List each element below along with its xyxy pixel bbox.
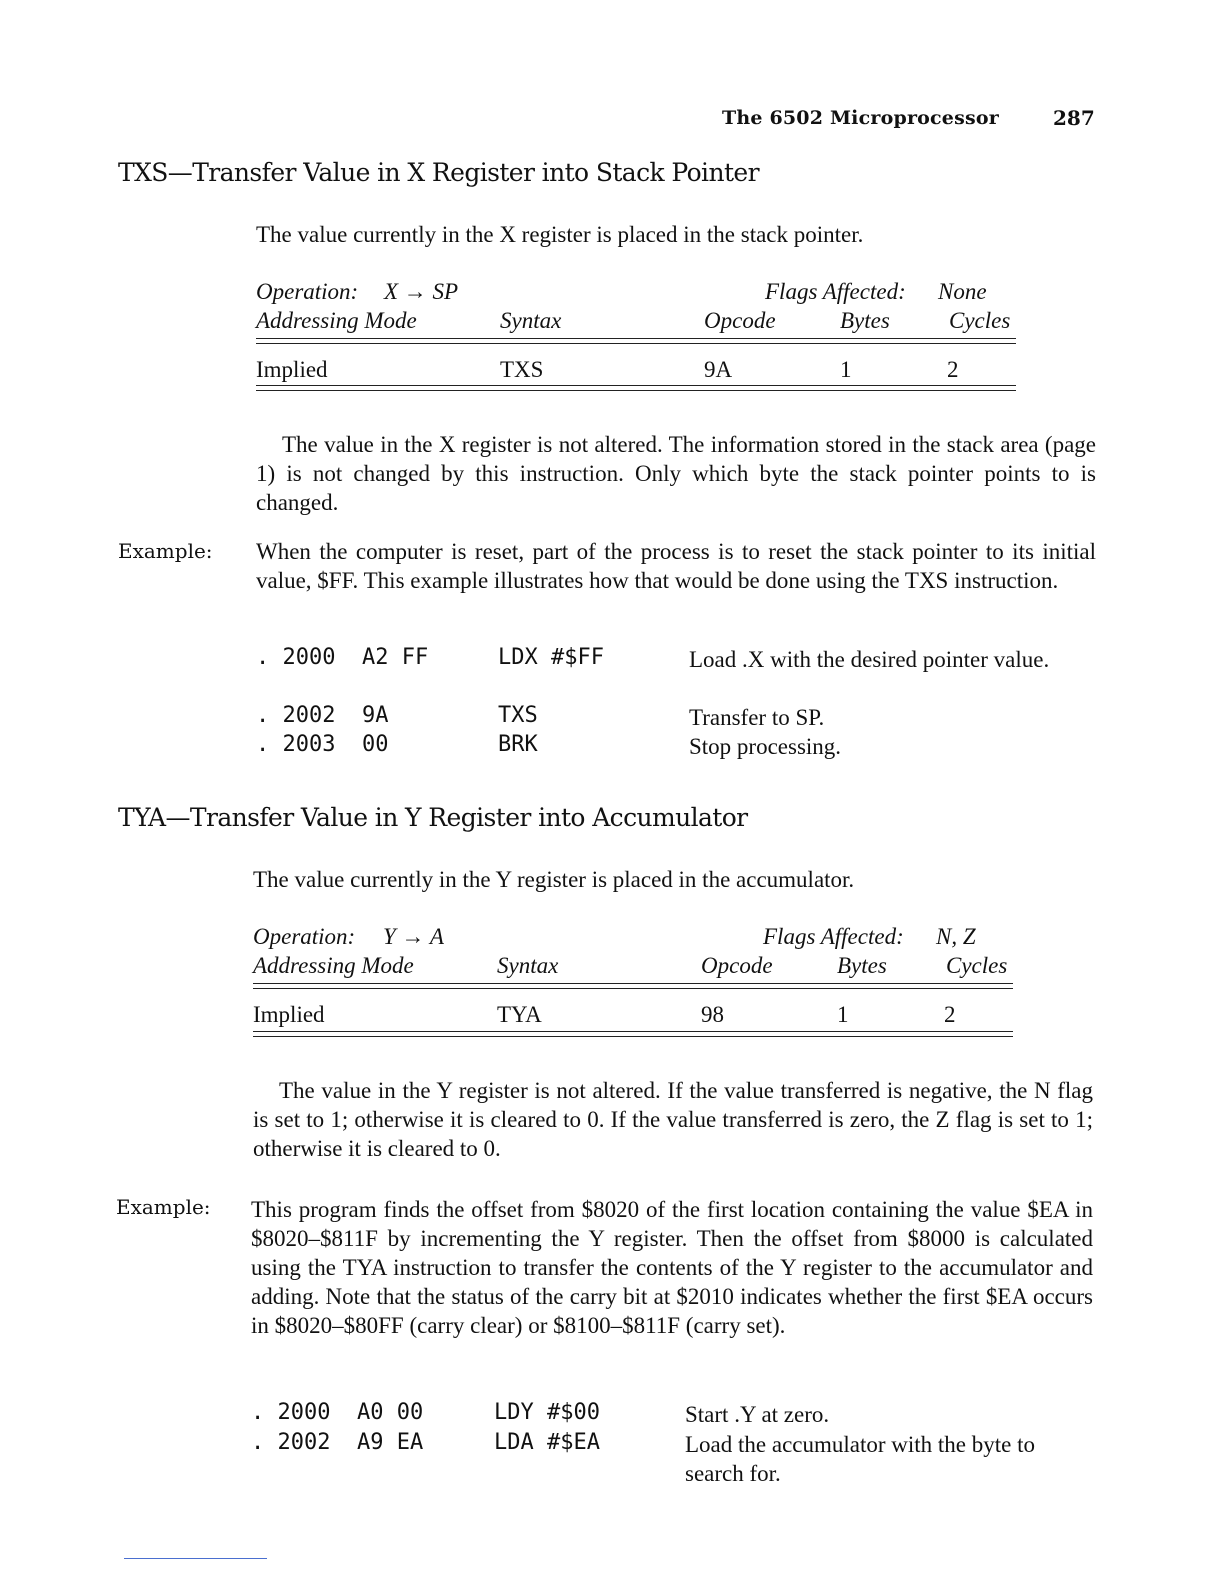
- operation-label: Operation:: [256, 279, 359, 304]
- cell-bytes: 1: [837, 1002, 849, 1027]
- code-comment: Stop processing.: [689, 734, 842, 759]
- flags-label: Flags Affected:: [765, 279, 906, 304]
- code-comment: Transfer to SP.: [689, 705, 825, 730]
- table-rule: [253, 1031, 1013, 1032]
- txs-intro: The value currently in the X register is placed in the stack pointer.: [256, 222, 864, 247]
- code-comment: Load the accumulator with the byte to search for.: [685, 1432, 1035, 1486]
- code-address: . 2000 A0 00: [251, 1400, 424, 1425]
- example-label: Example:: [116, 1195, 211, 1219]
- table-rule: [253, 988, 1013, 989]
- tya-description: The value in the Y register is not altered. If the value transferred is negative, the N flag is set to 1; otherwise it is cleared to 0. If the value transferred is zero, the Z flag is set to 1; otherwise it is cleared to 0.: [253, 1078, 1093, 1161]
- scan-artifact-line: [124, 1558, 267, 1559]
- code-instruction: BRK: [498, 732, 538, 757]
- flags-label: Flags Affected:: [763, 924, 904, 949]
- example-label: Example:: [118, 539, 213, 563]
- table-rule: [256, 338, 1016, 339]
- code-comment: Load .X with the desired pointer value.: [689, 647, 1050, 672]
- cell-addressing-mode: Implied: [256, 357, 328, 382]
- flags-value: N, Z: [936, 924, 976, 949]
- txs-example-text: When the computer is reset, part of the process is to reset the stack pointer to its initial value, $FF. This example illustrates how that would be done using the TXS instruction.: [256, 539, 1096, 593]
- code-address: . 2002 A9 EA: [251, 1430, 424, 1455]
- col-header-cycles: Cycles: [946, 953, 1008, 978]
- txs-description: The value in the X register is not altered. The information stored in the stack area (page 1) is not changed by this instruction. Only which byte the stack pointer points to is changed.: [256, 432, 1096, 515]
- col-header-addressing-mode: Addressing Mode: [253, 953, 414, 978]
- table-rule: [253, 1036, 1013, 1037]
- tya-example-text: This program finds the offset from $8020 of the first location containing the value $EA in $8020–$811F by incrementing the Y register. Then the offset from $8000 is calculated using the TYA instruction to transfer the contents of the Y register to the accumulator and adding. Note that the status of the carry bit at $2010 indicates whether the first $EA occurs in $8020–$80FF (carry clear) or $8100–$811F (carry set).: [251, 1197, 1093, 1338]
- cell-cycles: 2: [947, 357, 959, 382]
- code-instruction: LDY #$00: [494, 1400, 600, 1425]
- operation-value: X → SP: [384, 279, 459, 304]
- col-header-addressing-mode: Addressing Mode: [256, 308, 417, 333]
- col-header-syntax: Syntax: [497, 953, 559, 978]
- code-address: . 2002 9A: [256, 703, 389, 728]
- cell-bytes: 1: [840, 357, 852, 382]
- section-heading-tya: TYA—Transfer Value in Y Register into Accumulator: [118, 803, 748, 832]
- tya-intro: The value currently in the Y register is placed in the accumulator.: [253, 867, 855, 892]
- flags-value: None: [938, 279, 987, 304]
- running-title: The 6502 Microprocessor: [722, 107, 999, 129]
- cell-syntax: TYA: [497, 1002, 542, 1027]
- operation-value: Y → A: [383, 924, 444, 949]
- code-address: . 2003 00: [256, 732, 389, 757]
- table-rule: [256, 390, 1016, 391]
- code-address: . 2000 A2 FF: [256, 645, 429, 670]
- operation-label: Operation:: [253, 924, 356, 949]
- col-header-bytes: Bytes: [837, 953, 887, 978]
- code-instruction: TXS: [498, 703, 538, 728]
- cell-opcode: 98: [701, 1002, 724, 1027]
- cell-cycles: 2: [944, 1002, 956, 1027]
- table-rule: [256, 385, 1016, 386]
- table-rule: [253, 983, 1013, 984]
- col-header-opcode: Opcode: [704, 308, 776, 333]
- page-number: 287: [1053, 106, 1095, 130]
- cell-opcode: 9A: [704, 357, 733, 382]
- col-header-cycles: Cycles: [949, 308, 1011, 333]
- code-instruction: LDX #$FF: [498, 645, 604, 670]
- table-rule: [256, 343, 1016, 344]
- code-instruction: LDA #$EA: [494, 1430, 600, 1455]
- col-header-opcode: Opcode: [701, 953, 773, 978]
- cell-addressing-mode: Implied: [253, 1002, 325, 1027]
- section-heading-txs: TXS—Transfer Value in X Register into Stack Pointer: [118, 158, 759, 187]
- cell-syntax: TXS: [500, 357, 544, 382]
- code-comment: Start .Y at zero.: [685, 1402, 830, 1427]
- col-header-bytes: Bytes: [840, 308, 890, 333]
- col-header-syntax: Syntax: [500, 308, 562, 333]
